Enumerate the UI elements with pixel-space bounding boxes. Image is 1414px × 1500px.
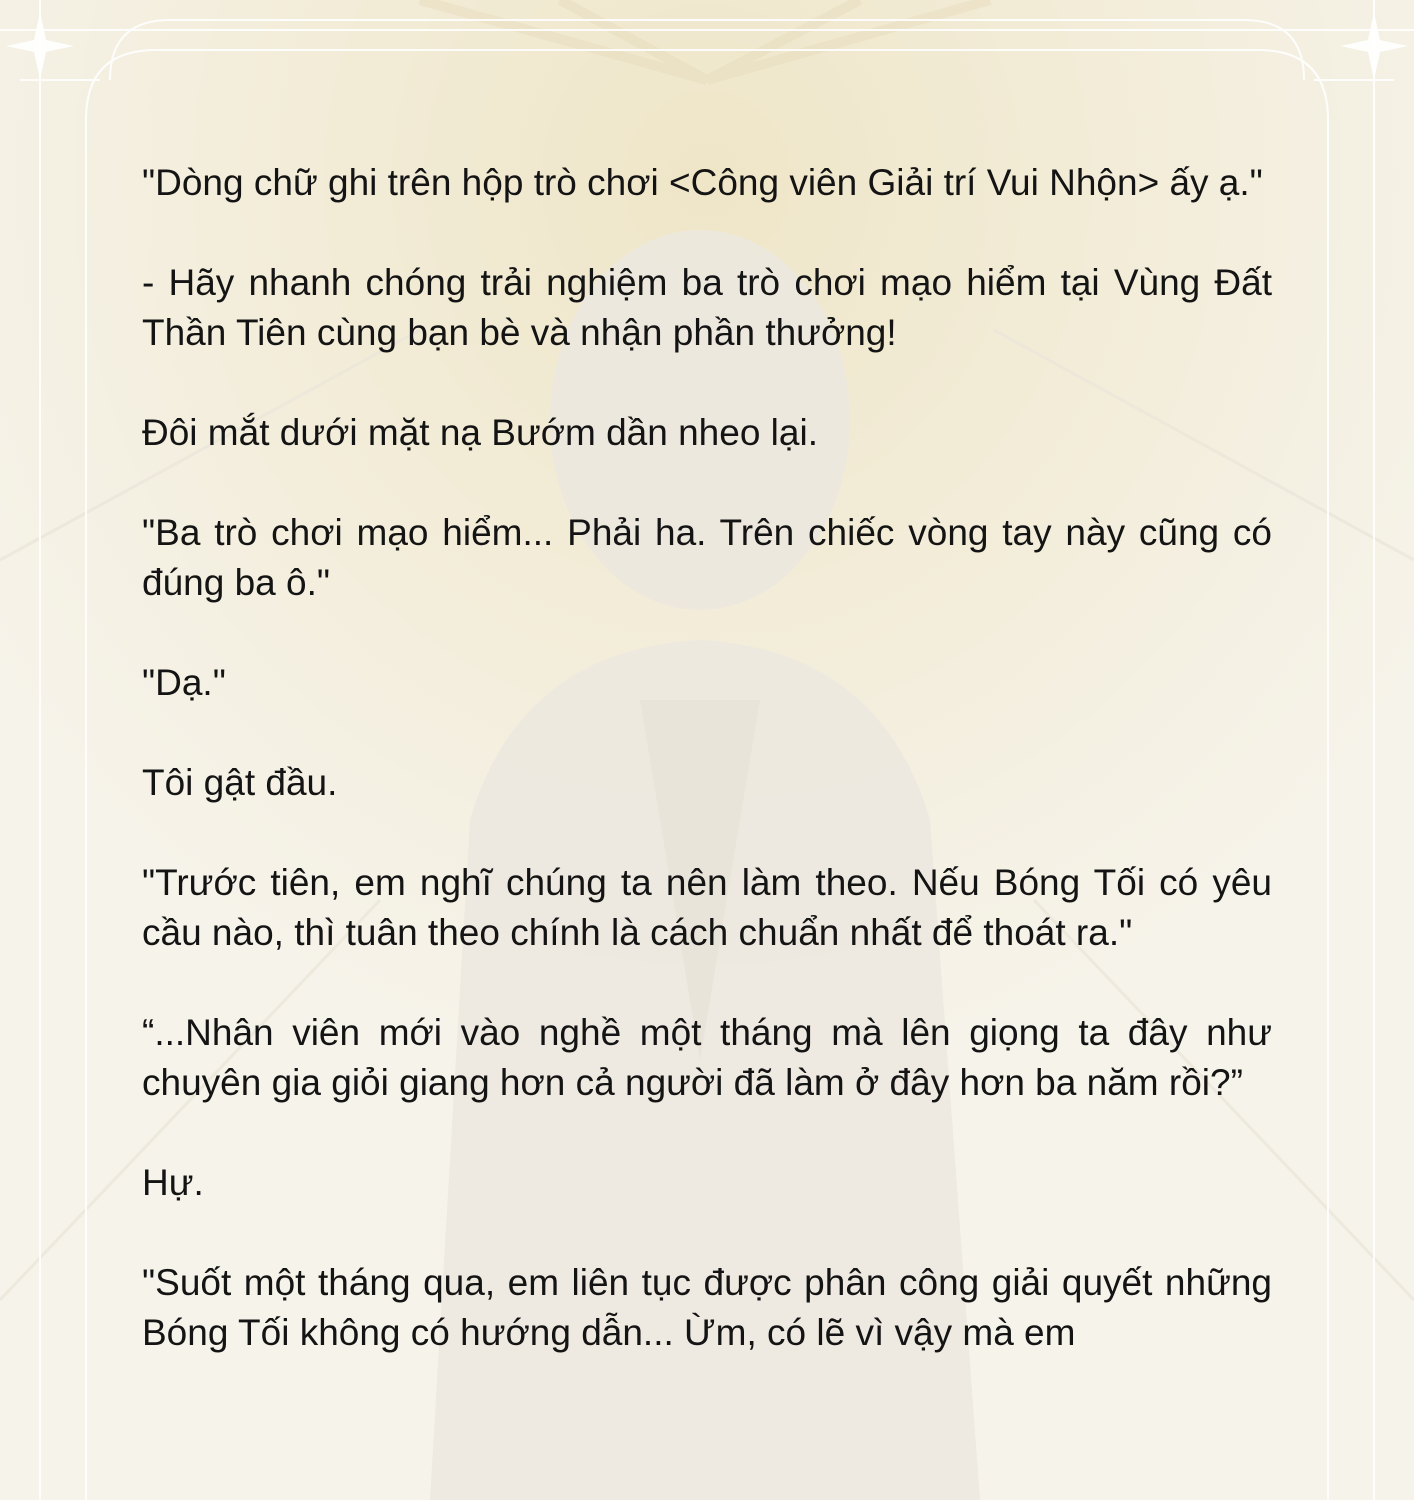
paragraph: Hự. [142, 1162, 204, 1203]
paragraph: “...Nhân viên mới vào nghề một tháng mà lên giọng ta đây như chuyên gia giỏi giang hơn cả người đã làm ở đây hơn ba năm rồi?” [142, 1012, 1272, 1103]
page-text [142, 158, 1272, 1408]
paragraph: Tôi gật đầu. [142, 762, 338, 803]
paragraph: - Hãy nhanh chóng trải nghiệm ba trò chơi mạo hiểm tại Vùng Đất Thần Tiên cùng bạn bè và nhận phần thưởng! [142, 262, 1272, 353]
paragraph: "Dòng chữ ghi trên hộp trò chơi <Công viên Giải trí Vui Nhộn> ấy ạ." [142, 162, 1263, 203]
paragraph: "Dạ." [142, 662, 226, 703]
paragraph: Đôi mắt dưới mặt nạ Bướm dần nheo lại. [142, 412, 818, 453]
paragraph: "Suốt một tháng qua, em liên tục được phân công giải quyết những Bóng Tối không có hướng dẫn... Ừm, có lẽ vì vậy mà em [142, 1262, 1272, 1353]
paragraph: "Ba trò chơi mạo hiểm... Phải ha. Trên chiếc vòng tay này cũng có đúng ba ô." [142, 512, 1272, 603]
paragraph: "Trước tiên, em nghĩ chúng ta nên làm theo. Nếu Bóng Tối có yêu cầu nào, thì tuân theo chính là cách chuẩn nhất để thoát ra." [142, 862, 1272, 953]
